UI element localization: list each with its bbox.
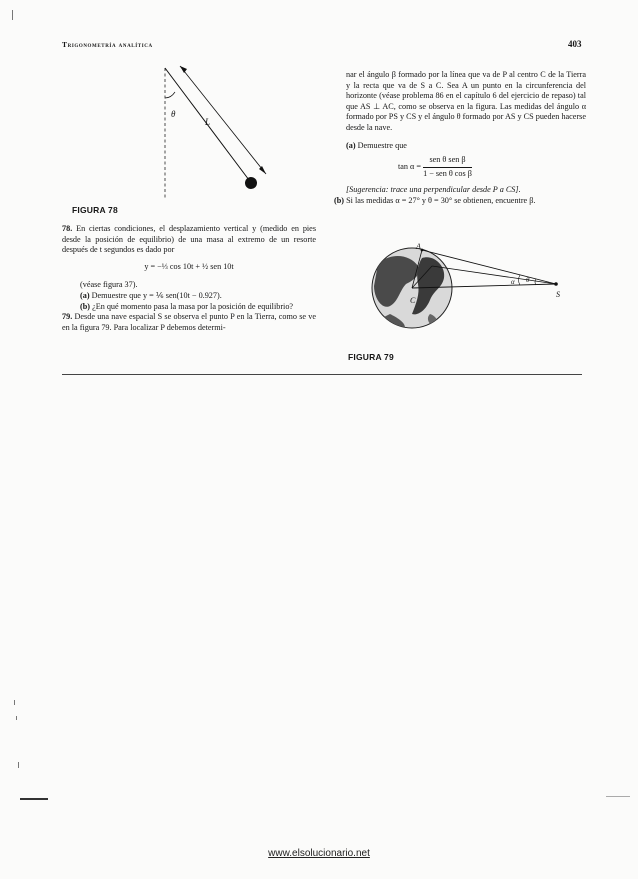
- scan-mark: [12, 10, 13, 20]
- problem-79-formula-denominator: 1 − sen θ cos β: [423, 168, 472, 178]
- problem-78-text: En ciertas condiciones, el desplazamiento vertical y (medido en pies desde la posición de equilibrio) de una masa al extremo de un resorte después de t segundos es dado por: [62, 224, 317, 255]
- problem-79-number: 79.: [62, 312, 73, 322]
- problem-78-part-b-label: (b): [80, 301, 91, 311]
- figure-79-alpha: α: [511, 278, 515, 286]
- problem-78-statement: [62, 224, 316, 256]
- figure-78-theta-label: θ: [171, 109, 176, 119]
- page-number: 403: [568, 39, 582, 49]
- problem-79-statement: [62, 312, 316, 333]
- problem-79-text: Desde una nave espacial S se observa el punto P en la Tierra, como se ve en la figura 79. Para localizar P debemos determi-: [62, 312, 317, 332]
- page-divider-rule: [62, 374, 582, 375]
- right-column: [334, 70, 586, 207]
- scan-mark: [14, 700, 15, 705]
- problem-79-part-b: [334, 196, 586, 207]
- figure-78-caption: FIGURA 78: [72, 205, 118, 215]
- footer-source-link[interactable]: www.elsolucionario.net: [268, 848, 370, 859]
- scan-mark: [18, 762, 19, 768]
- problem-78-see-figure: (véase figura 37).: [80, 280, 138, 290]
- left-column: [62, 224, 316, 333]
- problem-79-part-b-label: (b): [334, 195, 345, 205]
- running-head: Trigonometría analítica: [62, 40, 153, 49]
- figure-79-point-s: S: [556, 290, 560, 299]
- scan-mark: [16, 716, 17, 720]
- figure-78-pendulum-diagram: [140, 62, 290, 202]
- figure-79-earth-diagram: [360, 244, 580, 344]
- problem-79-hint: [Sugerencia: trace una perpendicular desde P a CS].: [346, 185, 521, 195]
- problem-79-formula-lhs: tan α =: [398, 162, 422, 172]
- scan-mark: [606, 796, 630, 797]
- problem-79-formula: [398, 155, 586, 179]
- problem-79-continuation: nar el ángulo β formado por la línea que va de P al centro C de la Tierra y la recta que va de S a C. Sea A un punto en la circunferencia del horizonte (véase problema 86 en el capítulo 6 del ejercicio de repaso) tal que AS ⊥ AC, como se observa en la figura. Las medidas del ángulo α formado por PS y CS y el ángulo θ formado por AS y CS pueden hacerse desde la nave.: [346, 70, 586, 132]
- problem-79-formula-fraction: [423, 155, 472, 179]
- problem-79-part-a-label: (a): [346, 140, 356, 150]
- problem-78-equation: y = −⅓ cos 10t + ½ sen 10t: [144, 261, 234, 271]
- figure-79-theta: θ: [526, 276, 530, 284]
- problem-78-part-a-text: Demuestre que y = ⅙ sen(10t − 0.927).: [91, 290, 222, 300]
- problem-79-part-b-text: Si las medidas α = 27° y θ = 30° se obtienen, encuentre β.: [346, 195, 536, 205]
- problem-79-part-a-text: Demuestre que: [357, 140, 407, 150]
- figure-79-point-a: A: [416, 242, 421, 251]
- figure-78-length-label: L: [205, 117, 211, 127]
- scan-mark: [20, 798, 48, 800]
- figure-79-caption: FIGURA 79: [348, 352, 394, 362]
- problem-78-number: 78.: [62, 224, 73, 233]
- figure-79-point-c: C: [410, 296, 416, 305]
- problem-78-part-a: [62, 291, 316, 302]
- problem-79-part-a: [334, 141, 586, 152]
- problem-78-part-a-label: (a): [80, 290, 90, 300]
- problem-79-formula-numerator: sen θ sen β: [423, 155, 472, 168]
- problem-78-part-b-text: ¿En qué momento pasa la masa por la posición de equilibrio?: [92, 301, 294, 311]
- problem-78-part-b: [62, 302, 316, 313]
